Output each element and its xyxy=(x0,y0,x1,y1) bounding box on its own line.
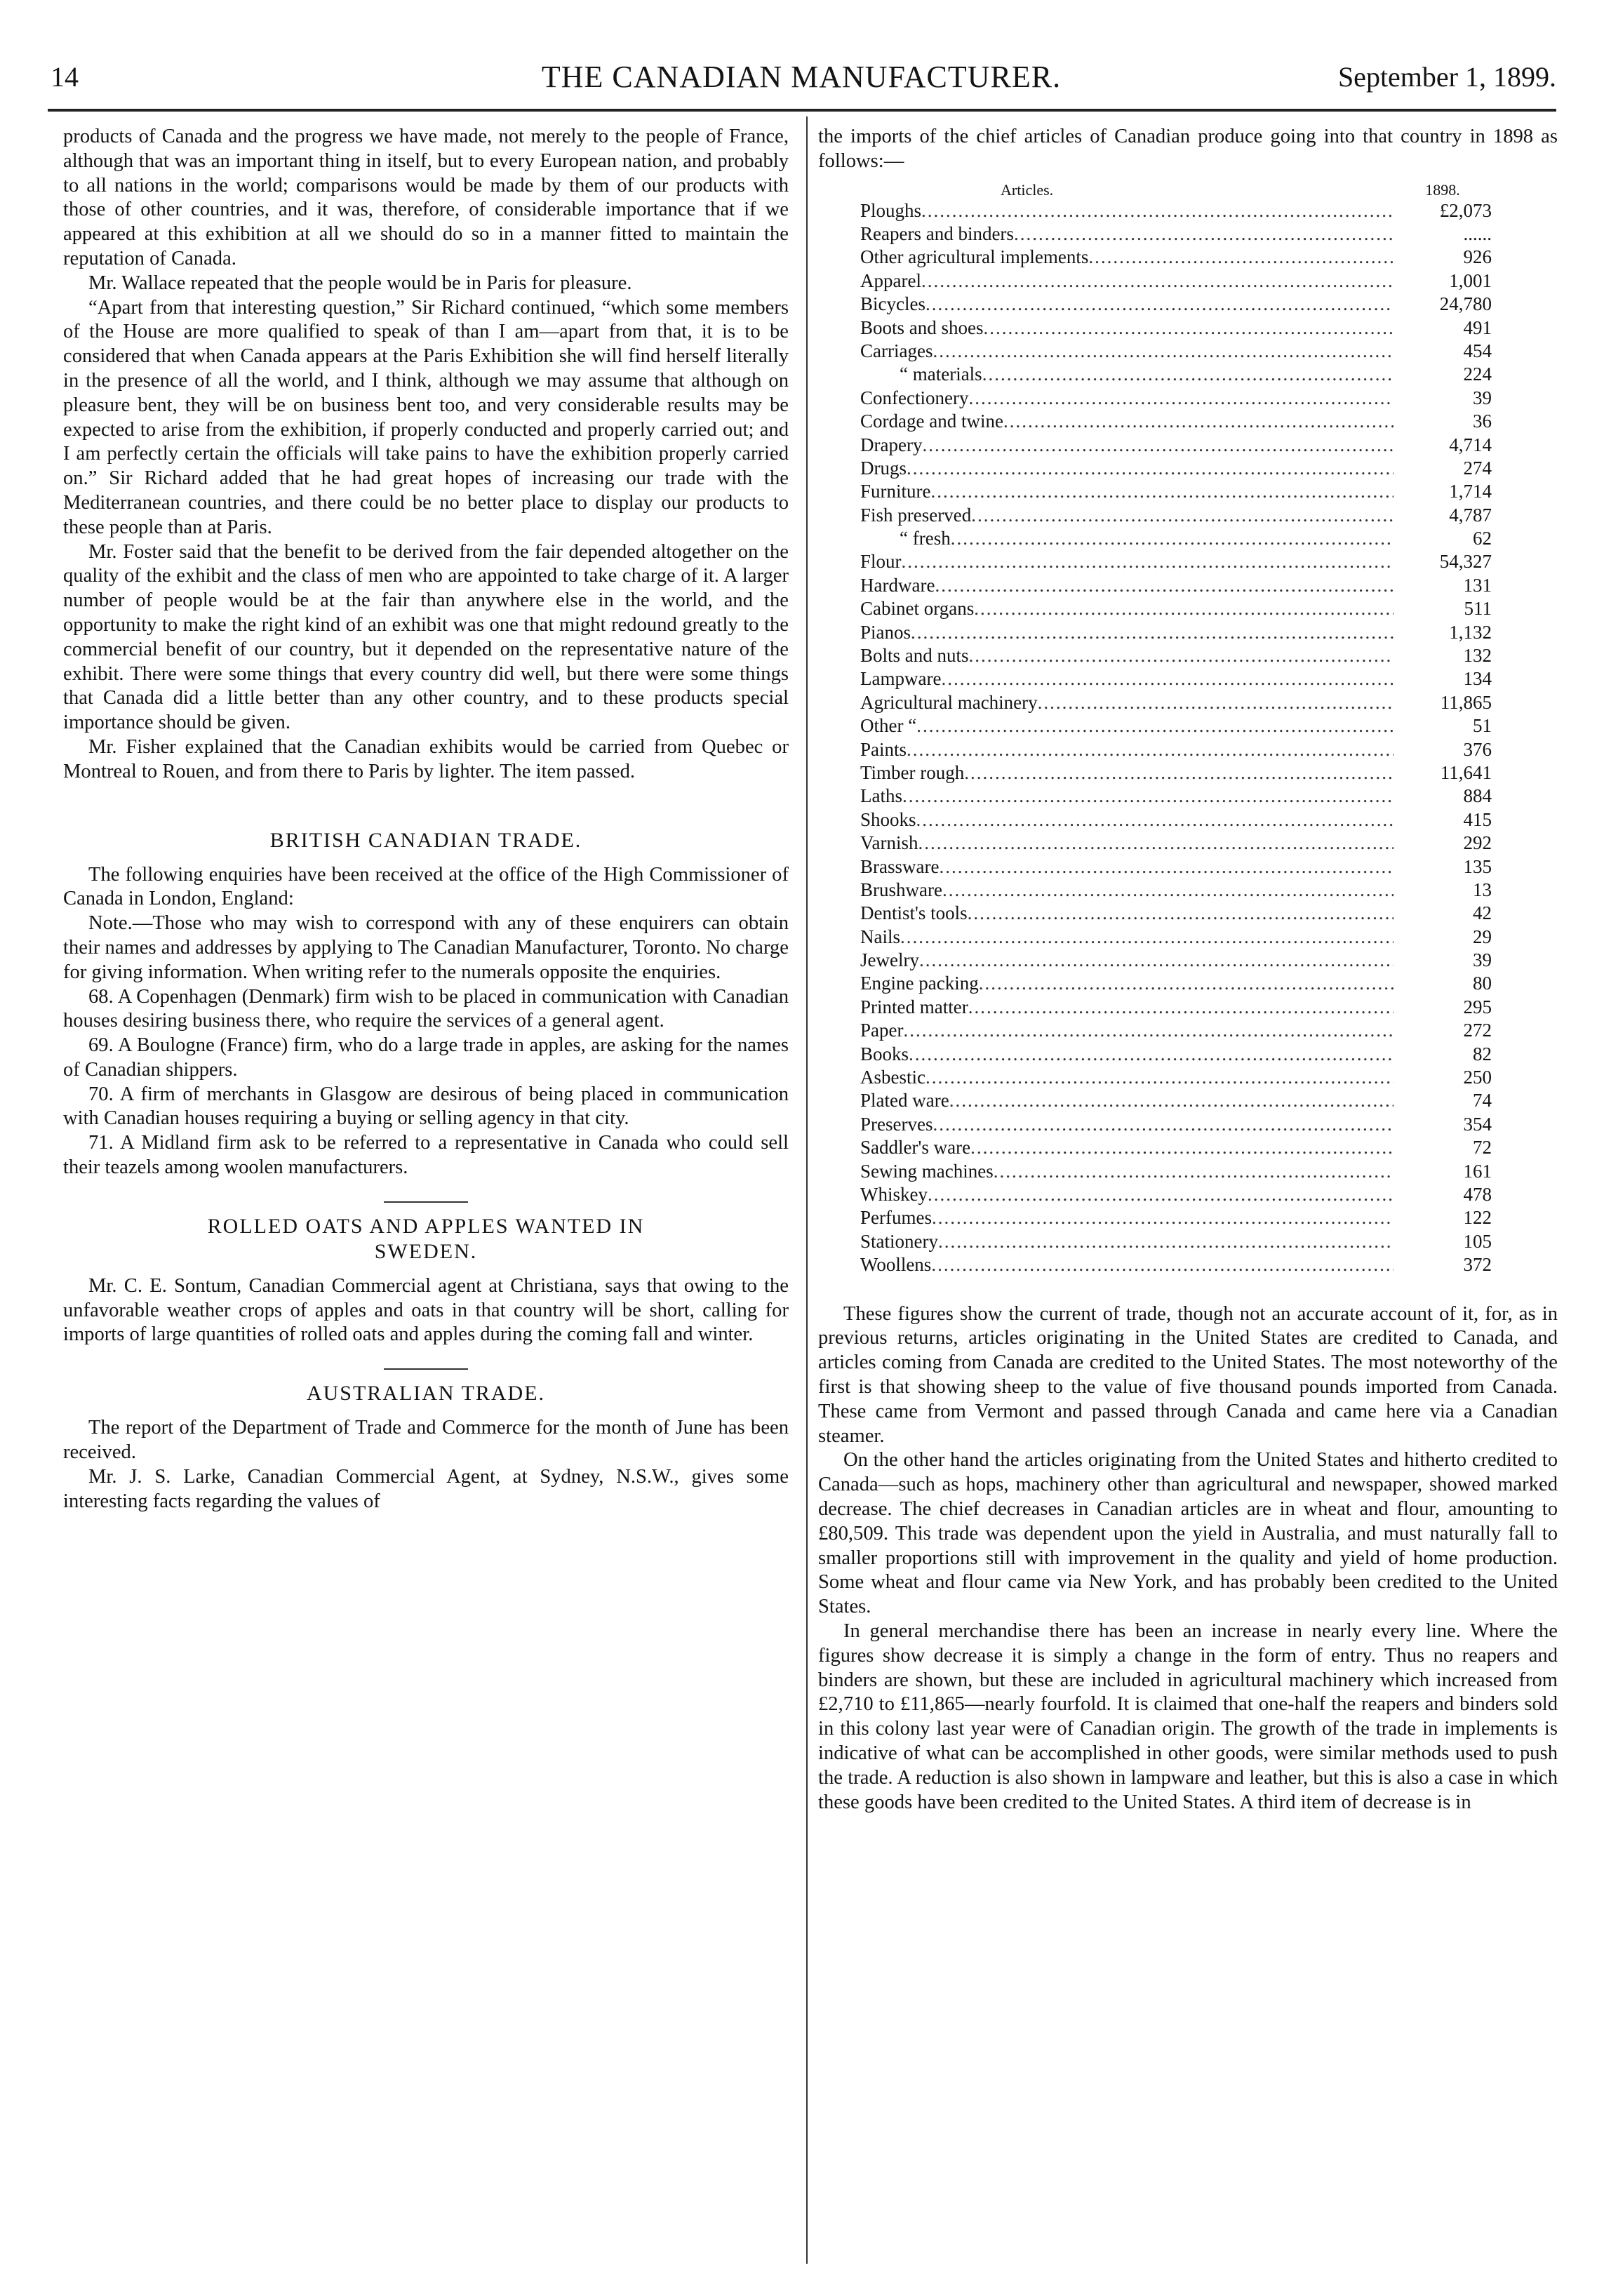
table-row xyxy=(860,480,1492,503)
table-row xyxy=(860,246,1492,269)
table-row xyxy=(860,504,1492,527)
section-heading-british-canadian-trade: BRITISH CANADIAN TRADE. xyxy=(269,828,582,852)
article-value: 51 xyxy=(1473,715,1492,737)
table-row xyxy=(860,222,1492,246)
article-name: Drugs xyxy=(860,457,907,479)
article-name: Fish preserved xyxy=(860,504,972,526)
article-value: 224 xyxy=(1463,363,1492,385)
article-name: Woollens xyxy=(860,1254,932,1276)
leader-dots xyxy=(922,434,1394,457)
table-row xyxy=(860,457,1492,480)
article-value: 54,327 xyxy=(1439,551,1492,573)
section-separator xyxy=(384,1368,468,1370)
article-value: 105 xyxy=(1463,1230,1492,1252)
article-value: 1,132 xyxy=(1449,621,1492,643)
article-value: 926 xyxy=(1463,246,1492,268)
article-value: 511 xyxy=(1464,598,1492,620)
article-value: 295 xyxy=(1463,996,1492,1017)
publication-title: THE CANADIAN MANUFACTURER. xyxy=(541,60,1062,94)
leader-dots xyxy=(969,644,1394,667)
article-paragraph: Mr. Wallace repeated that the people would be in Paris for pleasure. xyxy=(88,272,632,294)
table-row xyxy=(860,410,1492,433)
article-value: 354 xyxy=(1463,1113,1492,1135)
article-value: £2,073 xyxy=(1439,199,1492,221)
leader-dots xyxy=(925,293,1394,316)
article-name: Confectionery xyxy=(860,387,969,408)
leader-dots xyxy=(928,1183,1394,1206)
table-body xyxy=(860,199,1492,1277)
article-value: 72 xyxy=(1473,1137,1492,1159)
table-header xyxy=(860,178,1492,199)
table-row xyxy=(860,761,1492,785)
table-row xyxy=(860,738,1492,761)
article-name: Sewing machines xyxy=(860,1160,994,1182)
article-name: Flour xyxy=(860,551,902,573)
leader-dots xyxy=(984,316,1394,340)
table-row xyxy=(860,387,1492,410)
commentary-paragraph: In general merchandise there has been an increase in nearly every line. Where the figures show decrease it is simply a change in the form of entry. Thus no reapers and binders are shown, but these are included in agricultural machinery which increased from £2,710 to £11,865—nearly fourfold. It is claimed that one-half the reapers and binders sold in this colony last year were of Canadian origin. The growth of the trade in implements is indicative of what can be accomplished in other goods, were similar methods used to push the trade. A reduction is also shown in lampware and leather, but this is also a case in which these goods have been credited to the United States. A third item of decrease is in xyxy=(818,1620,1558,1813)
column-header-year: 1898. xyxy=(1425,180,1460,199)
article-name: Whiskey xyxy=(860,1184,928,1205)
leader-dots xyxy=(979,972,1394,995)
article-value: 372 xyxy=(1463,1254,1492,1276)
article-value: 74 xyxy=(1473,1090,1492,1112)
table-row xyxy=(860,1043,1492,1066)
article-name: Dentist's tools xyxy=(860,902,968,924)
article-name: Drapery xyxy=(860,434,923,455)
article-name: Printed matter xyxy=(860,996,968,1017)
column-header-articles: Articles. xyxy=(1001,180,1054,199)
table-row xyxy=(860,550,1492,573)
article-value: 82 xyxy=(1473,1043,1492,1064)
leader-dots xyxy=(951,527,1394,550)
leader-dots xyxy=(1088,246,1394,269)
enquiry-item: 68. A Copenhagen (Denmark) firm wish to be placed in communication with Canadian houses desiring business there, who require the services of a general agent. xyxy=(63,985,789,1032)
article-name: Lampware xyxy=(860,668,942,690)
article-value: 454 xyxy=(1463,340,1492,361)
article-value: 122 xyxy=(1463,1207,1492,1229)
article-name: Cordage and twine xyxy=(860,411,1003,432)
article-name: Saddler's ware xyxy=(860,1137,971,1159)
leader-dots xyxy=(982,363,1394,386)
leader-dots xyxy=(903,1019,1394,1042)
table-row xyxy=(860,902,1492,925)
table-row xyxy=(860,879,1492,902)
australian-paragraph: The report of the Department of Trade and Commerce for the month of June has been received. xyxy=(63,1417,789,1464)
article-value: 161 xyxy=(1463,1160,1492,1182)
leader-dots xyxy=(968,996,1394,1019)
table-row xyxy=(860,527,1492,550)
leader-dots xyxy=(939,855,1394,879)
article-name: Apparel xyxy=(860,269,921,291)
table-row xyxy=(860,691,1492,714)
article-value: 11,865 xyxy=(1440,691,1492,713)
leader-dots xyxy=(916,808,1394,832)
article-name: Carriages xyxy=(860,340,933,361)
article-name: Paints xyxy=(860,738,907,760)
leader-dots xyxy=(919,949,1394,972)
table-row xyxy=(860,434,1492,457)
article-name: Bolts and nuts xyxy=(860,645,969,667)
table-row xyxy=(860,926,1492,949)
article-name: “ materials xyxy=(900,363,982,385)
leader-dots xyxy=(964,761,1394,785)
enquiry-item: 70. A firm of merchants in Glasgow are desirous of being placed in communication with Canadian houses requiring a buying or selling agency in that city. xyxy=(63,1083,789,1130)
table-row xyxy=(860,199,1492,222)
article-name: Plated ware xyxy=(860,1090,949,1112)
commentary-paragraph: These figures show the current of trade, though not an accurate account of it, for, as in previous returns, articles originating in the United States are credited to Canada, and articles coming from Canada are credited to the United States. The most noteworthy of the first is that showing sheep to the value of five thousand pounds imported from Canada. These came from Vermont and passed through Canada and came here via a Canadian steamer. xyxy=(818,1302,1558,1447)
heading-line: SWEDEN. xyxy=(374,1239,478,1263)
article-value: ...... xyxy=(1463,222,1492,244)
article-value: 11,641 xyxy=(1440,761,1492,783)
enquiry-item: 71. A Midland firm ask to be referred to a representative in Canada who could sell their teazels among woolen manufacturers. xyxy=(63,1132,789,1179)
rolled-oats-text: Mr. C. E. Sontum, Canadian Commercial agent at Christiana, says that owing to the unfavorable weather crops of apples and oats in that country will be short, calling for imports of large quantities of rolled oats and apples during the coming fall and winter. xyxy=(63,1274,789,1346)
table-row xyxy=(860,644,1492,667)
leader-dots xyxy=(970,1136,1394,1159)
right-column xyxy=(818,125,1558,1815)
leader-dots xyxy=(968,387,1394,410)
leader-dots xyxy=(938,1230,1394,1253)
article-name: Furniture xyxy=(860,481,931,502)
article-name: Timber rough xyxy=(860,761,965,783)
commentary-paragraph: On the other hand the articles originating from the United States and hitherto credited to Canada—such as hops, machinery other than agricultural and newspaper, showed marked decrease. The chief decreases in Canadian articles are in wheat and flour, amounting to £80,509. This trade was dependent upon the yield in Australia, and must naturally fall to smaller proportions still with improvement in the quality and yield of home production. Some wheat and flour came via New York, and has probably been credited to the United States. xyxy=(818,1449,1558,1618)
article-name: Perfumes xyxy=(860,1207,932,1229)
article-value: 4,714 xyxy=(1449,434,1492,455)
table-row xyxy=(860,714,1492,737)
article-value: 272 xyxy=(1463,1020,1492,1041)
table-row xyxy=(860,1206,1492,1229)
table-row xyxy=(860,972,1492,995)
article-value: 415 xyxy=(1463,808,1492,830)
issue-date: September 1, 1899. xyxy=(1337,61,1556,93)
leader-dots xyxy=(971,504,1394,527)
leader-dots xyxy=(921,199,1394,222)
article-value: 1,714 xyxy=(1449,481,1492,502)
article-name: Reapers and binders xyxy=(860,222,1014,244)
article-value: 132 xyxy=(1463,645,1492,667)
leader-dots xyxy=(941,667,1394,690)
article-value: 39 xyxy=(1473,949,1492,971)
table-row xyxy=(860,808,1492,832)
article-value: 376 xyxy=(1463,738,1492,760)
article-name: Varnish xyxy=(860,832,918,854)
table-row xyxy=(860,785,1492,808)
table-row xyxy=(860,1160,1492,1183)
table-row xyxy=(860,1253,1492,1276)
leader-dots xyxy=(935,574,1394,597)
table-row xyxy=(860,832,1492,855)
article-value: 131 xyxy=(1463,574,1492,596)
article-value: 62 xyxy=(1473,528,1492,549)
table-row xyxy=(860,1230,1492,1253)
page-header xyxy=(44,55,1559,104)
article-value: 478 xyxy=(1463,1184,1492,1205)
article-value: 135 xyxy=(1463,855,1492,877)
article-name: Shooks xyxy=(860,808,916,830)
article-name: Brassware xyxy=(860,855,940,877)
article-value: 884 xyxy=(1463,785,1492,807)
article-value: 1,001 xyxy=(1449,269,1492,291)
article-name: “ fresh xyxy=(900,528,951,549)
section-separator xyxy=(384,1201,468,1203)
table-row xyxy=(860,1113,1492,1136)
leader-dots xyxy=(949,1089,1394,1112)
header-rule xyxy=(48,109,1556,112)
leader-dots xyxy=(918,832,1394,855)
commentary xyxy=(818,1302,1558,1815)
leader-dots xyxy=(921,269,1394,293)
leader-dots xyxy=(1014,222,1394,246)
leader-dots xyxy=(1003,410,1394,433)
leader-dots xyxy=(931,480,1394,503)
article-paragraph: “Apart from that interesting question,” Sir Richard continued, “which some members of the House are more qualified to speak of than I am—apart from that, it is to be considered that when Canada appears at the Paris Exhibition she will find herself literally in the presence of all the world, and I think, although we may assume that although on pleasure bent, they will be on business bent too, and very considerable results may be expected to arise from the exhibition, if properly conducted and properly carried out; and I am perfectly certain the officials will take pains to have the exhibition properly carried on.” Sir Richard added that he had great hopes of increasing our trade with the Mediterranean countries, and there could be no better place to display our products to these people than at Paris. xyxy=(63,296,789,538)
column-divider xyxy=(806,116,808,2264)
leader-dots xyxy=(1038,691,1394,714)
table-row xyxy=(860,269,1492,293)
article-name: Cabinet organs xyxy=(860,598,975,620)
leader-dots xyxy=(907,738,1394,761)
article-value: 29 xyxy=(1473,926,1492,947)
article-name: Laths xyxy=(860,785,902,807)
leader-dots xyxy=(994,1160,1394,1183)
article-value: 42 xyxy=(1473,902,1492,924)
leader-dots xyxy=(900,926,1394,949)
page-number: 14 xyxy=(51,61,79,93)
article-name: Pianos xyxy=(860,621,911,643)
table-row xyxy=(860,340,1492,363)
article-value: 24,780 xyxy=(1439,293,1492,315)
leader-dots xyxy=(909,1043,1394,1066)
article-value: 250 xyxy=(1463,1067,1492,1088)
article-name: Boots and shoes xyxy=(860,316,984,338)
leader-dots xyxy=(907,457,1394,480)
article-name: Ploughs xyxy=(860,199,922,221)
table-row xyxy=(860,574,1492,597)
article-paragraph: Mr. Foster said that the benefit to be derived from the fair depended altogether on the quality of the exhibit and the class of men who are appointed to take charge of it. A larger number of people would be at the fair than anywhere else in the world, and the opportunity to make the right kind of an exhibit was one that might redound greatly to the commercial benefit of our country, but it depended on the representative nature of the exhibit. There were some things that every country did well, but there were some things that Canada did a little better than any other country, and to these products special importance should be given. xyxy=(63,540,789,734)
leader-dots xyxy=(942,879,1394,902)
enquiry-item: 69. A Boulogne (France) firm, who do a large trade in apples, are asking for the names of Canadian shippers. xyxy=(63,1034,789,1081)
table-row xyxy=(860,597,1492,620)
article-name: Books xyxy=(860,1043,909,1064)
leader-dots xyxy=(932,1206,1394,1229)
table-row xyxy=(860,1136,1492,1159)
british-intro: The following enquiries have been received at the office of the High Commissioner of Canada in London, England: xyxy=(63,863,789,910)
article-value: 134 xyxy=(1463,668,1492,690)
table-row xyxy=(860,996,1492,1019)
article-name: Asbestic xyxy=(860,1067,925,1088)
table-row xyxy=(860,621,1492,644)
leader-dots xyxy=(902,785,1394,808)
article-value: 39 xyxy=(1473,387,1492,408)
table-row xyxy=(860,1089,1492,1112)
article-name: Paper xyxy=(860,1020,904,1041)
article-paragraph: products of Canada and the progress we have made, not merely to the people of France, although that was an important thing in itself, but to every European nation, and probably to all nations in the world; comparisons would be made by them of our products with those of other countries, and it was, therefore, of considerable importance that if we appeared at this exhibition at all we should do so in a manner fitted to maintain the reputation of Canada. xyxy=(63,126,789,269)
table-row xyxy=(860,293,1492,316)
australian-paragraph: Mr. J. S. Larke, Canadian Commercial Agent, at Sydney, N.S.W., gives some interesting facts regarding the values of xyxy=(63,1465,789,1512)
article-name: Nails xyxy=(860,926,900,947)
table-row xyxy=(860,316,1492,340)
article-name: Other agricultural implements xyxy=(860,246,1089,268)
article-name: Bicycles xyxy=(860,293,925,315)
article-value: 80 xyxy=(1473,973,1492,994)
table-row xyxy=(860,1183,1492,1206)
british-note: Note.—Those who may wish to correspond with any of these enquirers can obtain their names and addresses by applying to The Canadian Manufacturer, Toronto. No charge for giving information. When writing refer to the numerals opposite the enquiries. xyxy=(63,912,789,983)
leader-dots xyxy=(931,1253,1394,1276)
section-heading-rolled-oats xyxy=(63,1214,789,1264)
article-value: 491 xyxy=(1463,316,1492,338)
article-value: 292 xyxy=(1463,832,1492,854)
leader-dots xyxy=(925,1066,1394,1089)
leader-dots xyxy=(902,550,1394,573)
article-name: Engine packing xyxy=(860,973,979,994)
leader-dots xyxy=(933,340,1394,363)
article-name: Agricultural machinery xyxy=(860,691,1038,713)
article-value: 4,787 xyxy=(1449,504,1492,526)
leader-dots xyxy=(933,1113,1394,1136)
article-name: Other “ xyxy=(860,715,917,737)
leader-dots xyxy=(911,621,1394,644)
article-paragraph: Mr. Fisher explained that the Canadian exhibits would be carried from Quebec or Montreal to Rouen, and from there to Paris by lighter. The item passed. xyxy=(63,735,789,782)
article-name: Hardware xyxy=(860,574,935,596)
article-name: Stationery xyxy=(860,1230,938,1252)
imports-table xyxy=(860,178,1492,1277)
heading-line: ROLLED OATS AND APPLES WANTED IN xyxy=(207,1214,645,1238)
article-value: 274 xyxy=(1463,457,1492,479)
table-row xyxy=(860,1019,1492,1042)
leader-dots xyxy=(968,902,1394,925)
article-name: Jewelry xyxy=(860,949,919,971)
leader-dots xyxy=(974,597,1394,620)
table-row xyxy=(860,949,1492,972)
article-value: 36 xyxy=(1473,411,1492,432)
table-row xyxy=(860,1066,1492,1089)
article-name: Brushware xyxy=(860,879,942,900)
article-name: Preserves xyxy=(860,1113,933,1135)
imports-intro: the imports of the chief articles of Canadian produce going into that country in 1898 as follows:— xyxy=(818,126,1558,172)
section-heading-australian-trade: AUSTRALIAN TRADE. xyxy=(306,1382,546,1406)
leader-dots xyxy=(916,714,1394,737)
table-row xyxy=(860,855,1492,879)
left-column xyxy=(63,125,789,1514)
article-value: 13 xyxy=(1473,879,1492,900)
table-row xyxy=(860,363,1492,386)
table-row xyxy=(860,667,1492,690)
